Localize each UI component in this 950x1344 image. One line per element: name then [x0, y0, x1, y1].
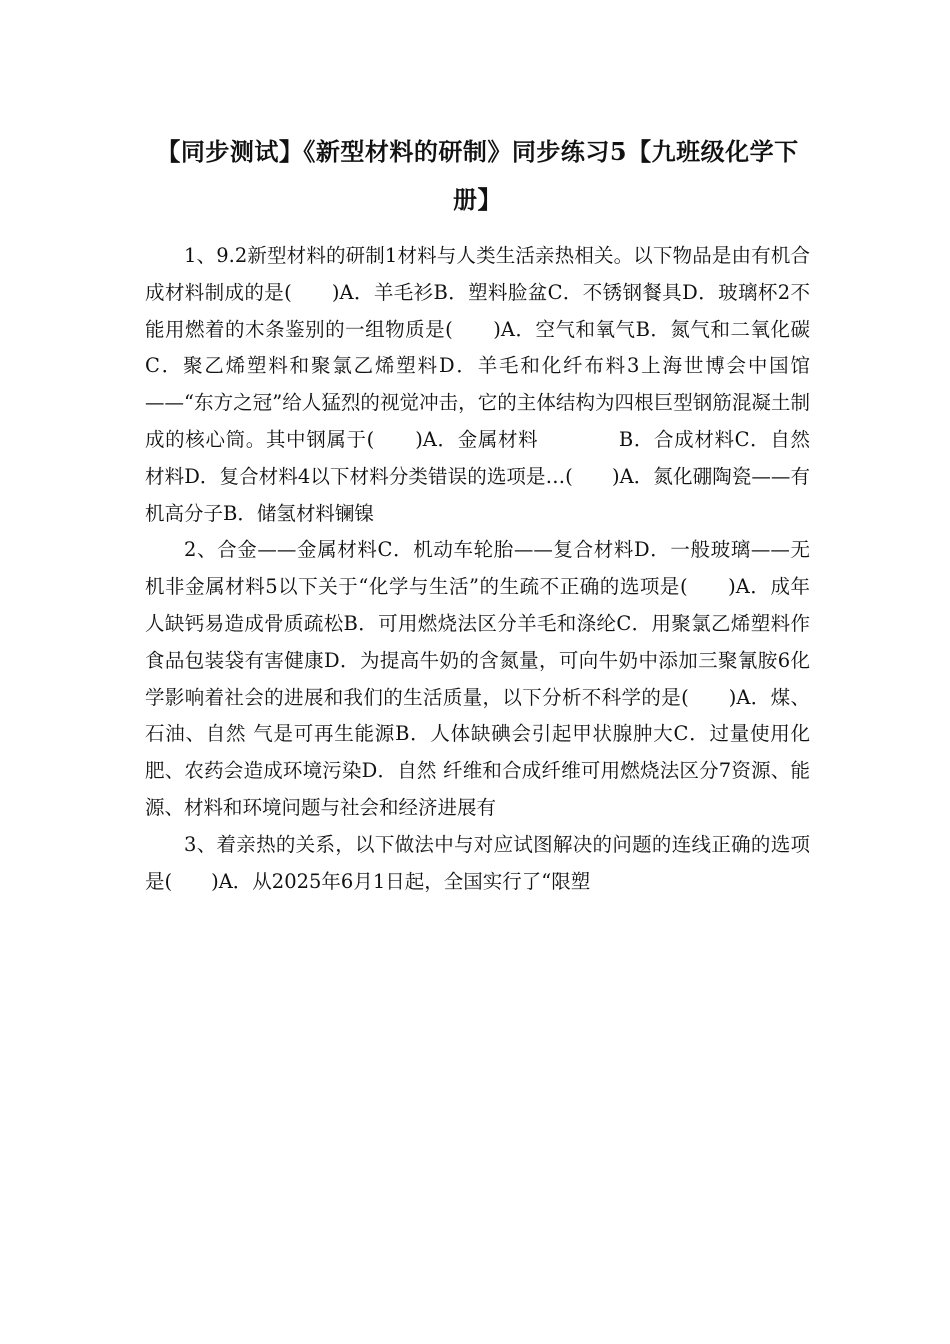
paragraph-3: 3、着亲热的关系，以下做法中与对应试图解决的问题的连线正确的选项是( )A．从2025年6月1日起，全国实行了“限塑	[145, 832, 810, 893]
document-page	[145, 128, 810, 900]
paragraph-1: 1、9.2新型材料的研制1材料与人类生活亲热相关。以下物品是由有机合成材料制成的是( )A．羊毛衫B．塑料脸盆C．不锈钢餐具D．玻璃杯2不能用燃着的木条鉴别的一组物质是( )A．空气和氧气B．氮气和二氧化碳C．聚乙烯塑料和聚氯乙烯塑料D．羊毛和化纤布料3上海世博会中国馆——“东方之冠”给人猛烈的视觉冲击，它的主体结构为四根巨型钢筋混凝土制成的核心筒。其中钢属于( )A．金属材料 B．合成材料C．自然 材料D．复合材料4以下材料分类错误的选项是…( )A．氮化硼陶瓷——有机高分子B．储氢材料镧镍	[145, 244, 810, 525]
paragraph-2: 2、合金——金属材料C．机动车轮胎——复合材料D．一般玻璃——无机非金属材料5以下关于“化学与生活”的生疏不正确的选项是( )A．成年人缺钙易造成骨质疏松B．可用燃烧法区分羊毛和涤纶C．用聚氯乙烯塑料作食品包装袋有害健康D．为提高牛奶的含氮量，可向牛奶中添加三聚氰胺6化学影响着社会的进展和我们的生活质量，以下分析不科学的是( )A．煤、石油、自然 气是可再生能源B．人体缺碘会引起甲状腺肿大C．过量使用化肥、农药会造成环境污染D．自然 纤维和合成纤维可用燃烧法区分7资源、能源、材料和环境问题与社会和经济进展有	[145, 538, 810, 819]
document-title: 【同步测试】《新型材料的研制》同步练习5【九班级化学下册】	[156, 137, 799, 214]
